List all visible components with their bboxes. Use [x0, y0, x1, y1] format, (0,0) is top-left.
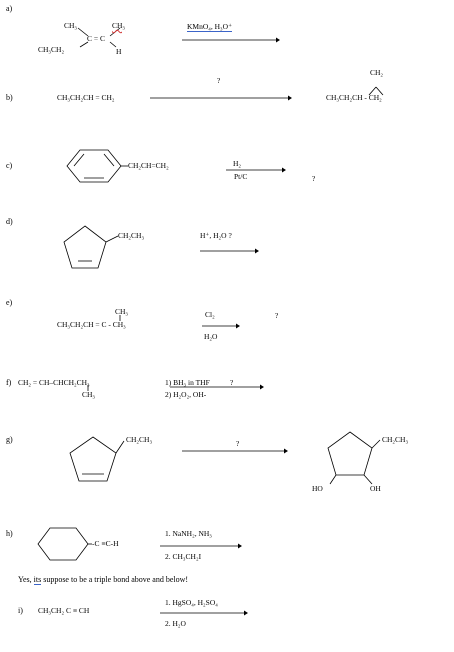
arrowhead	[276, 38, 280, 43]
i-reactant: CH₃CH₂ C ≡ CH	[38, 606, 90, 615]
h-note	[18, 576, 188, 584]
f-reactant: CH₂ = CH–CHCH₂CH₃	[18, 378, 90, 387]
arrowhead	[244, 611, 248, 616]
e-reagent-top: Cl₂	[205, 310, 215, 319]
label-d: d)	[6, 217, 13, 226]
d-substituent: CH₂CH₃	[118, 231, 145, 240]
label-i: i)	[18, 606, 23, 615]
e-reagent-bottom: H₂O	[204, 332, 218, 341]
a-h: H	[116, 47, 122, 56]
bond-line	[364, 475, 372, 484]
c-reagent-bottom: Pt/C	[234, 172, 248, 181]
a-reagent: KMnO₄, H₃O⁺	[187, 22, 233, 31]
h-note-post: suppose to be a triple bond above and below!	[41, 575, 189, 584]
label-c: c)	[6, 161, 13, 170]
c-reagent-top: H₂	[233, 159, 242, 168]
c-substituent: CH₂CH=CH₂	[128, 161, 169, 170]
g-ho: HO	[312, 484, 323, 493]
benzene-ring	[67, 150, 121, 182]
a-ch3ch2: CH₃CH₂	[38, 45, 65, 54]
g-question: ?	[236, 439, 240, 448]
b-product: CH₃CH₂CH - CH₂	[326, 93, 382, 102]
h-reagent-2: 2. CH₃CH₂I	[165, 552, 202, 561]
arrowhead	[288, 96, 292, 101]
arrowhead	[282, 168, 286, 173]
e-question: ?	[275, 311, 279, 320]
bond-line	[106, 236, 118, 242]
bond-line	[372, 440, 380, 448]
a-ch3-right: CH₃	[112, 21, 126, 30]
e-reactant: CH₃CH₂CH = C - CH₃	[57, 320, 126, 329]
label-a: a)	[6, 4, 13, 13]
arrowhead	[236, 324, 240, 329]
a-ch3-left: CH₃	[64, 21, 78, 30]
d-reagent: H⁺, H₂O ?	[200, 231, 232, 240]
e-ch3-top: CH₃	[115, 307, 129, 316]
cyclopentene-ring	[64, 226, 106, 268]
h-reagent-1: 1. NaNH₂, NH₃	[165, 529, 212, 538]
c-question: ?	[312, 174, 316, 183]
g-product-substituent: CH₂CH₃	[382, 435, 409, 444]
b-question: ?	[217, 76, 221, 85]
cyclopentane-ring	[328, 432, 372, 475]
label-h: h)	[6, 529, 13, 538]
h-substituent: -C ≡C-H	[92, 539, 119, 548]
g-substituent: CH₂CH₃	[126, 435, 153, 444]
i-reagent-1: 1. HgSO₄, H₂SO₄	[165, 598, 218, 607]
f-question: ?	[230, 378, 234, 387]
a-c-eq-c: C = C	[87, 34, 105, 43]
label-f: f)	[6, 378, 12, 387]
label-e: e)	[6, 298, 13, 307]
f-reagent-1: 1) BH₃ in THF	[165, 378, 210, 387]
g-oh: OH	[370, 484, 381, 493]
i-reagent-2: 2. H₂O	[165, 619, 186, 628]
h-note-its: its	[33, 575, 42, 584]
bond-line	[116, 441, 124, 453]
label-b: b)	[6, 93, 13, 102]
arrowhead	[255, 249, 259, 254]
arrowhead	[238, 544, 242, 549]
bond-line	[330, 475, 336, 484]
arrowhead	[284, 449, 288, 454]
f-reagent-2: 2) H₂O₂, OH-	[165, 390, 207, 399]
b-product-top: CH₂	[370, 68, 384, 77]
cyclohexane-ring	[38, 528, 88, 560]
h-note-pre: Yes,	[18, 575, 34, 584]
label-g: g)	[6, 435, 13, 444]
f-ch3-bottom: CH₃	[82, 390, 96, 399]
arrowhead	[260, 385, 264, 390]
b-reactant: CH₃CH₂CH = CH₂	[57, 93, 115, 102]
